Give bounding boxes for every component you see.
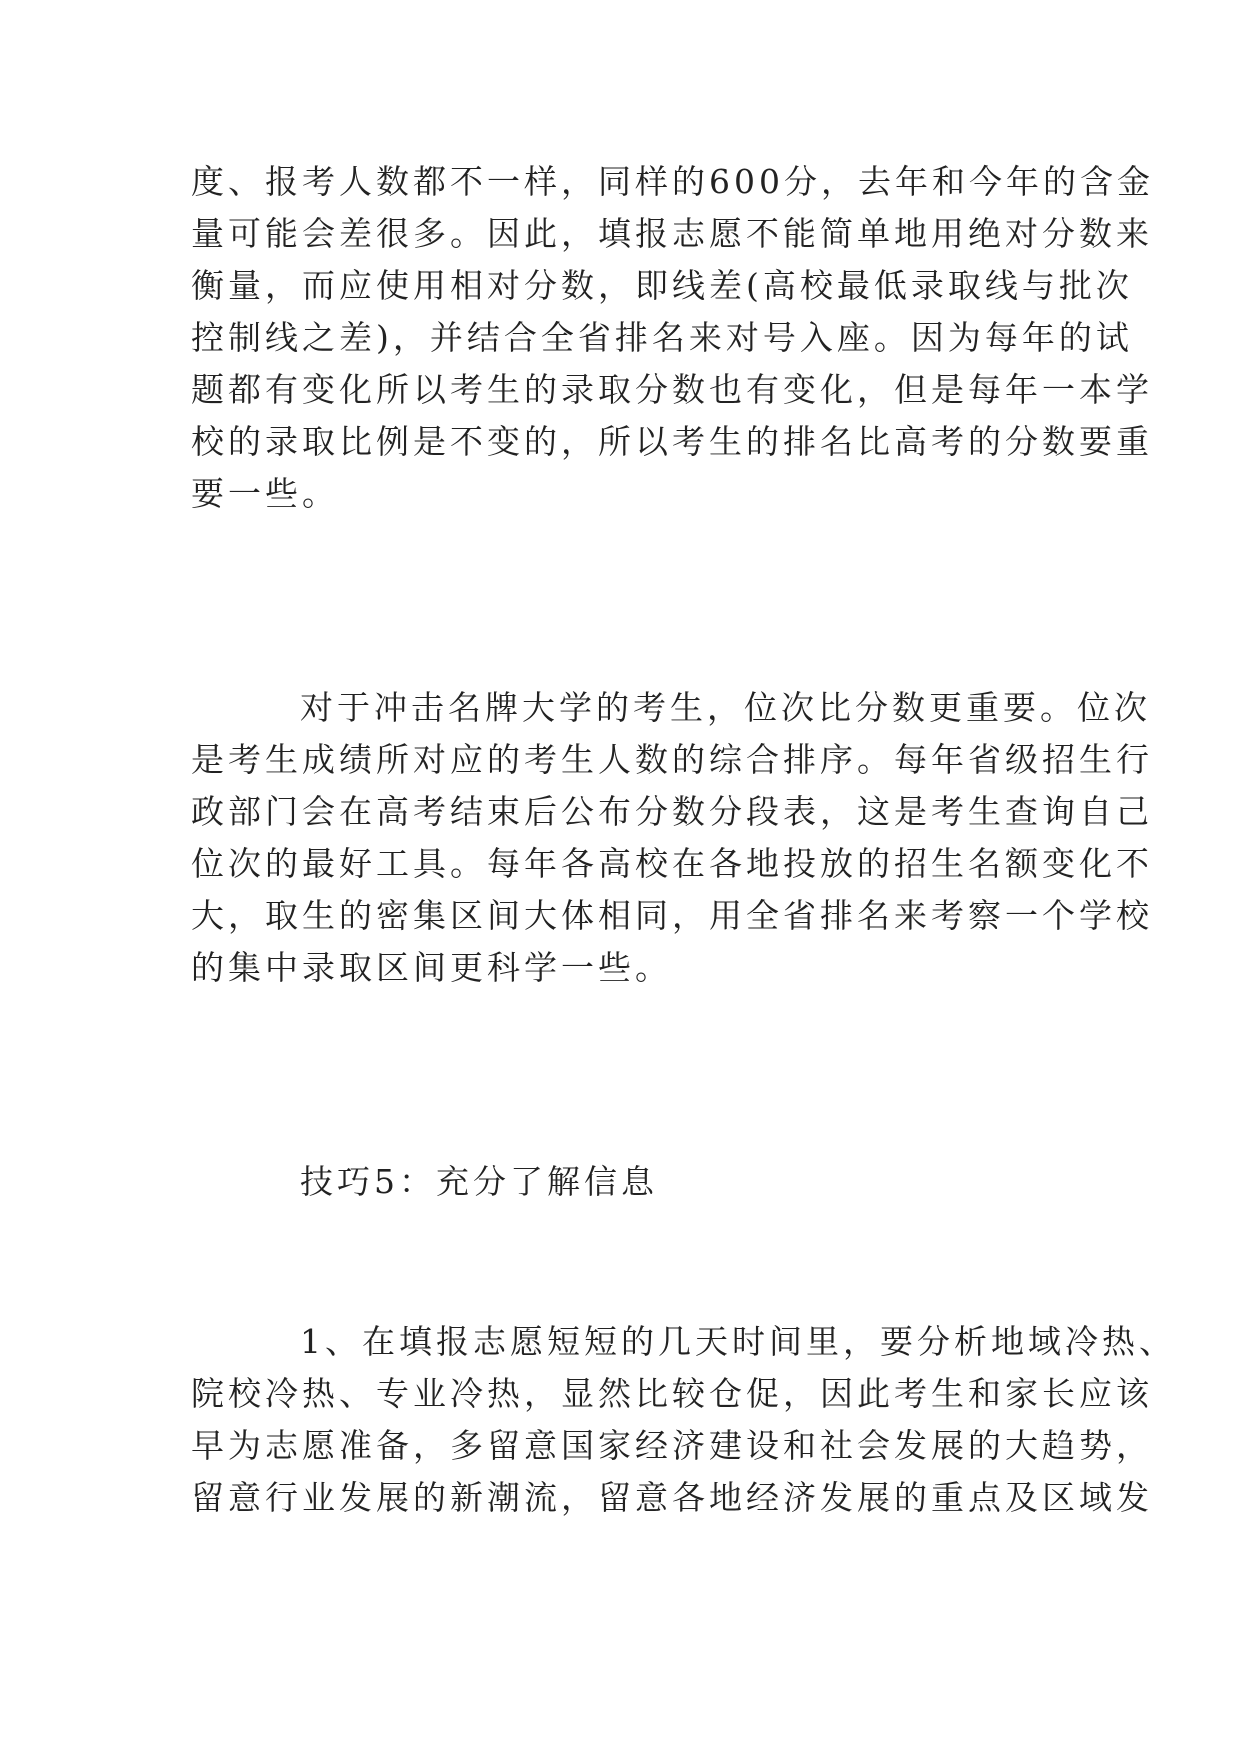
text-line: 大，取生的密集区间大体相同，用全省排名来考察一个学校 xyxy=(191,896,1153,935)
text-line: 留意行业发展的新潮流，留意各地经济发展的重点及区域发 xyxy=(191,1478,1153,1517)
text-line: 是考生成绩所对应的考生人数的综合排序。每年省级招生行 xyxy=(191,740,1153,779)
text-line: 政部门会在高考结束后公布分数分段表，这是考生查询自己 xyxy=(191,792,1153,831)
text-line: 要一些。 xyxy=(191,474,339,513)
text-line: 早为志愿准备，多留意国家经济建设和社会发展的大趋势， xyxy=(191,1426,1153,1465)
text-line: 题都有变化所以考生的录取分数也有变化，但是每年一本学 xyxy=(191,370,1153,409)
text-line: 量可能会差很多。因此，填报志愿不能简单地用绝对分数来 xyxy=(191,214,1153,253)
text-line: 院校冷热、专业冷热，显然比较仓促，因此考生和家长应该 xyxy=(191,1374,1153,1413)
text-line: 对于冲击名牌大学的考生，位次比分数更重要。位次 xyxy=(300,688,1151,727)
text-line: 控制线之差)，并结合全省排名来对号入座。因为每年的试 xyxy=(191,318,1133,357)
heading-text: 技巧5：充分了解信息 xyxy=(300,1162,658,1201)
text-line: 度、报考人数都不一样，同样的600分，去年和今年的含金 xyxy=(191,162,1154,201)
text-line: 校的录取比例是不变的，所以考生的排名比高考的分数要重 xyxy=(191,422,1153,461)
text-line: 的集中录取区间更科学一些。 xyxy=(191,948,672,987)
text-line: 1、在填报志愿短短的几天时间里，要分析地域冷热、 xyxy=(300,1322,1176,1361)
text-line: 位次的最好工具。每年各高校在各地投放的招生名额变化不 xyxy=(191,844,1153,883)
text-line: 衡量，而应使用相对分数，即线差(高校最低录取线与批次 xyxy=(191,266,1133,305)
